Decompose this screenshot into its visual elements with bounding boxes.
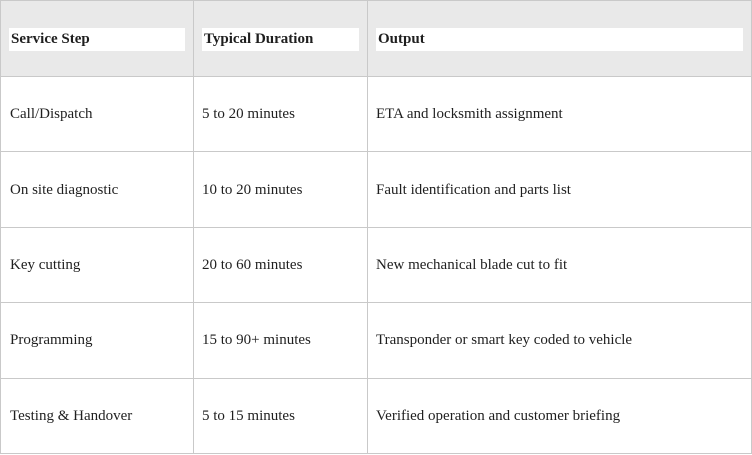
cell-typical-duration: 15 to 90+ minutes <box>194 303 368 378</box>
cell-service-step: On site diagnostic <box>1 152 194 227</box>
table-row <box>1 77 752 152</box>
header-label-typical-duration: Typical Duration <box>202 28 359 51</box>
cell-output: Fault identification and parts list <box>368 152 752 227</box>
cell-service-step: Programming <box>1 303 194 378</box>
cell-output: ETA and locksmith assignment <box>368 77 752 152</box>
table-row <box>1 378 752 453</box>
cell-typical-duration: 20 to 60 minutes <box>194 227 368 302</box>
header-cell-typical-duration <box>194 1 368 77</box>
cell-service-step: Testing & Handover <box>1 378 194 453</box>
cell-output: Transponder or smart key coded to vehicle <box>368 303 752 378</box>
table-row <box>1 227 752 302</box>
header-cell-service-step <box>1 1 194 77</box>
header-label-output: Output <box>376 28 743 51</box>
table-row <box>1 303 752 378</box>
cell-typical-duration: 10 to 20 minutes <box>194 152 368 227</box>
cell-service-step: Key cutting <box>1 227 194 302</box>
header-cell-output <box>368 1 752 77</box>
cell-output: New mechanical blade cut to fit <box>368 227 752 302</box>
table-row <box>1 152 752 227</box>
cell-output: Verified operation and customer briefing <box>368 378 752 453</box>
cell-typical-duration: 5 to 15 minutes <box>194 378 368 453</box>
cell-typical-duration: 5 to 20 minutes <box>194 77 368 152</box>
header-label-service-step: Service Step <box>9 28 185 51</box>
table-header <box>1 1 752 77</box>
header-row <box>1 1 752 77</box>
cell-service-step: Call/Dispatch <box>1 77 194 152</box>
table-body <box>1 77 752 454</box>
